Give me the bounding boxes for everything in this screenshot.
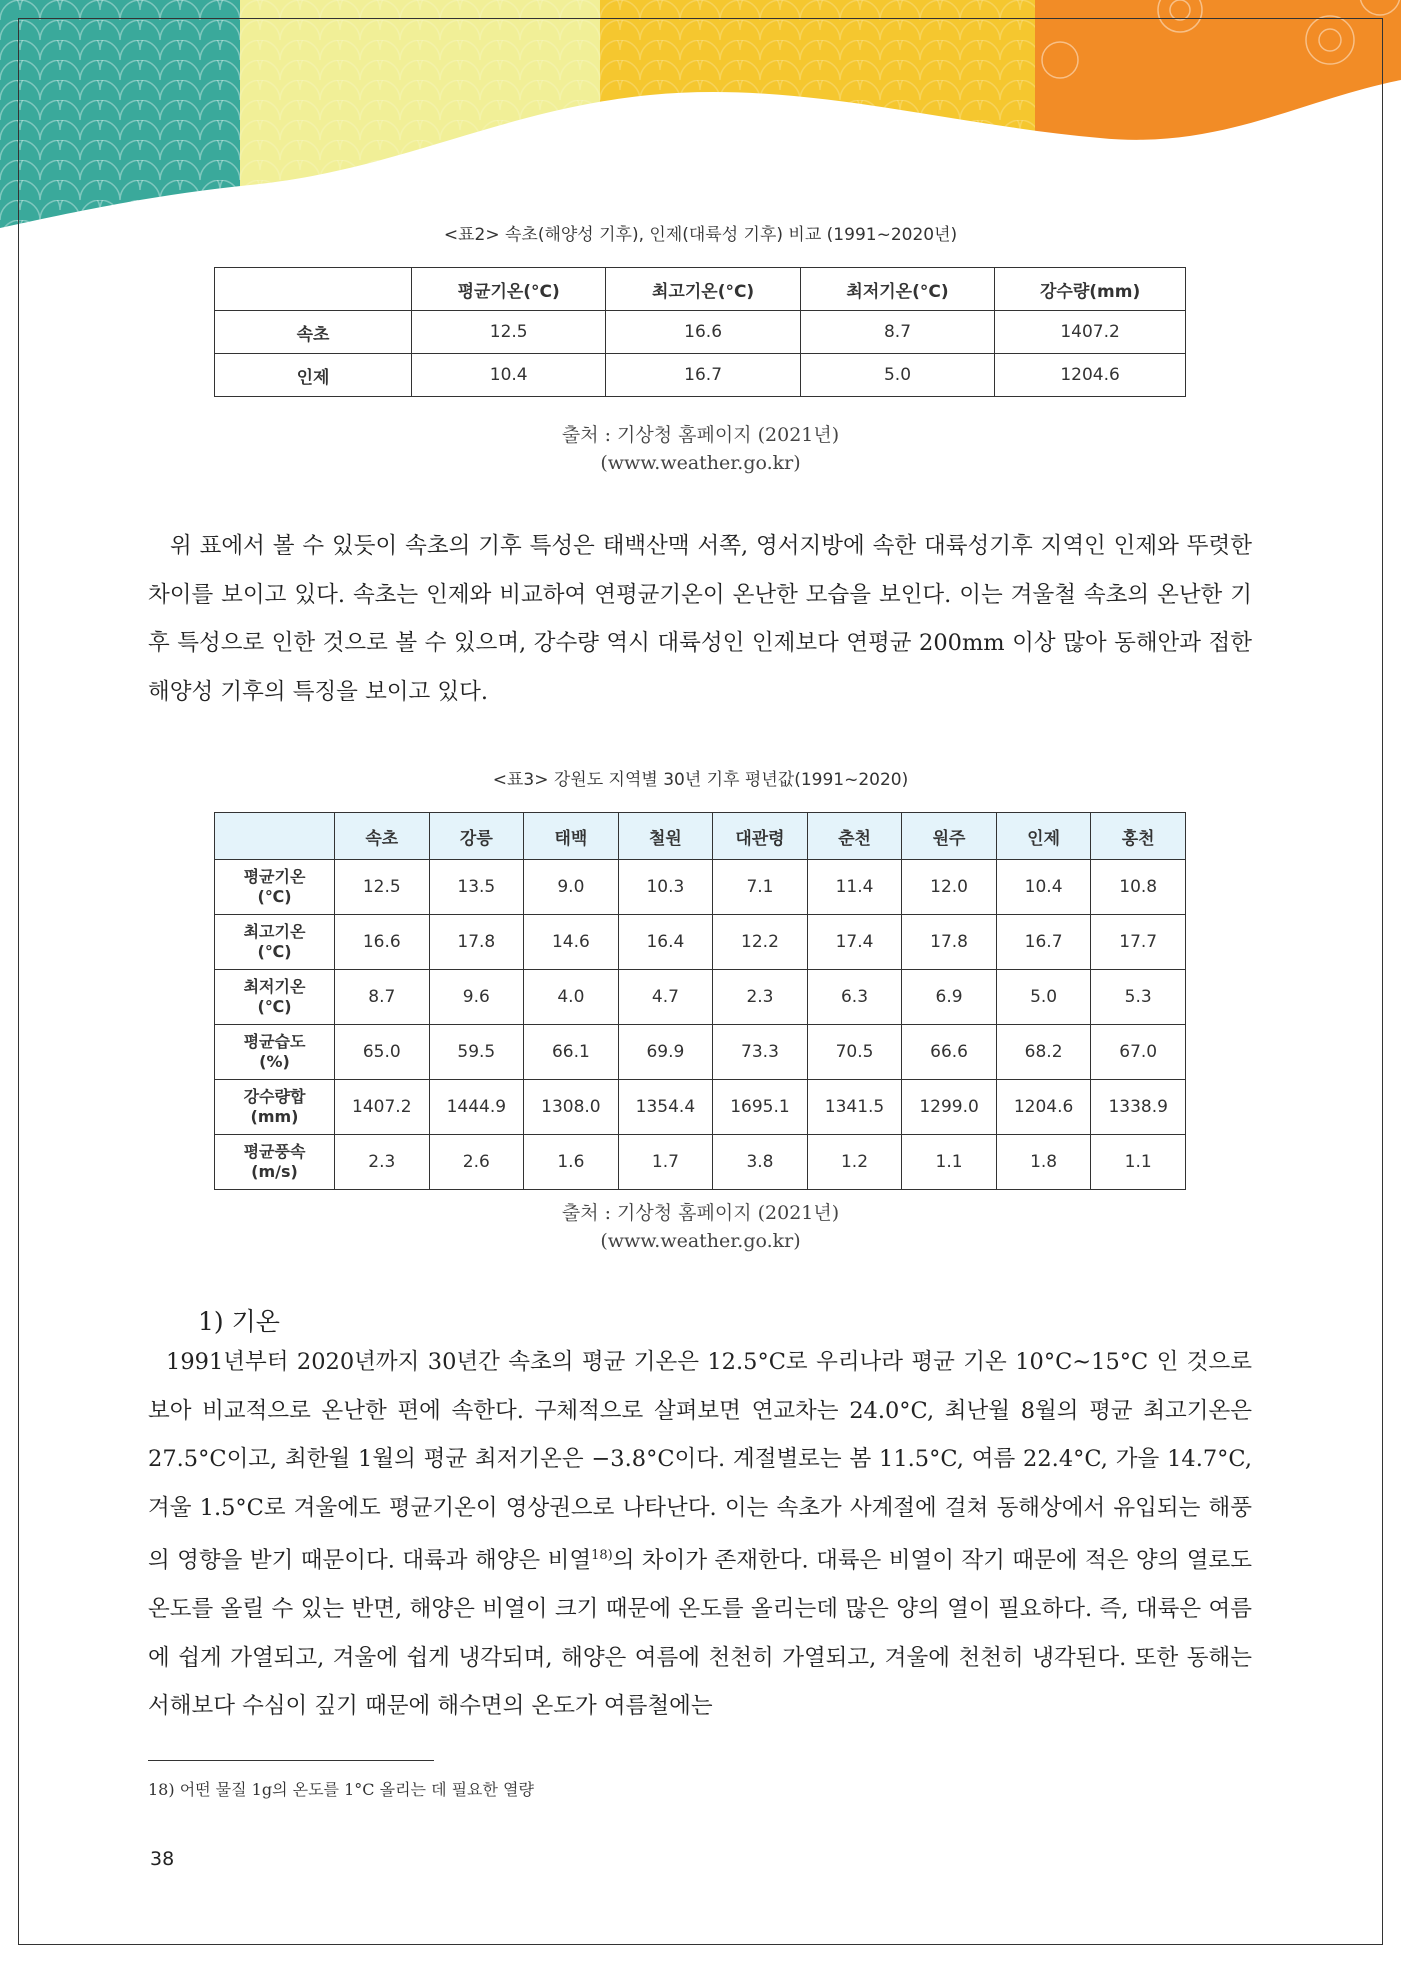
table-cell: 10.4 — [996, 860, 1091, 915]
body-paragraph-1: 위 표에서 볼 수 있듯이 속초의 기후 특성은 태백산맥 서쪽, 영서지방에 속한 대륙성기후 지역인 인제와 뚜렷한 차이를 보이고 있다. 속초는 인제와 비교하여 연평균기온이 온난한 모습을 보인다. 이는 겨울철 속초의 온난한 기후 특성으로 인한 것으로 볼 수 있으며, 강수량 역시 대륙성인 인제보다 연평균 200mm 이상 많아 동해안과 접한 해양성 기후의 특징을 보이고 있다. — [148, 533, 1252, 705]
row-label — [215, 1025, 335, 1080]
table-cell: 17.8 — [902, 915, 997, 970]
table-cell: 4.7 — [618, 970, 713, 1025]
table-row — [215, 860, 1186, 915]
table-cell: 66.1 — [524, 1025, 619, 1080]
table-cell: 9.0 — [524, 860, 619, 915]
table-cell: 11.4 — [807, 860, 902, 915]
row-label-name: 평균기온 — [243, 867, 306, 886]
table-cell: 17.7 — [1091, 915, 1186, 970]
table-row — [215, 1135, 1186, 1190]
source-line: 출처 : 기상청 홈페이지 (2021년) — [561, 1202, 840, 1224]
table-cell: 1204.6 — [996, 1080, 1091, 1135]
table-cell: 1354.4 — [618, 1080, 713, 1135]
header-cell: 최고기온(°C) — [606, 268, 800, 311]
table-cell: 16.6 — [335, 915, 430, 970]
header-cell: 태백 — [524, 813, 619, 860]
table-cell: 12.0 — [902, 860, 997, 915]
row-label-name: 평균풍속 — [243, 1142, 306, 1161]
regional-climate-table — [214, 812, 1186, 1190]
climate-comparison-table — [214, 267, 1186, 397]
table2-caption: <표3> 강원도 지역별 30년 기후 평년값(1991~2020) — [492, 770, 909, 790]
table-cell: 1204.6 — [995, 354, 1186, 397]
table-cell: 13.5 — [429, 860, 524, 915]
table-cell: 1407.2 — [995, 311, 1186, 354]
table-row — [215, 1080, 1186, 1135]
paragraph-text: 의 차이가 존재한다. 대륙은 비열이 작기 때문에 적은 양의 열로도 온도를 올릴 수 있는 반면, 해양은 비열이 크기 때문에 온도를 올리는데 많은 양의 열이 필요하다. 즉, 대륙은 여름에 쉽게 가열되고, 겨울에 쉽게 냉각되며, 해양은 여름에 천천히 가열되고, 겨울에 천천히 냉각된다. 또한 동해는 서해보다 수심이 깊기 때문에 해수면의 온도가 여름철에는 — [148, 1547, 1252, 1719]
row-label-name: 평균습도 — [243, 1032, 306, 1051]
row-label-name: 최저기온 — [243, 977, 306, 996]
header-cell — [215, 813, 335, 860]
table-cell: 1.1 — [902, 1135, 997, 1190]
header-cell: 홍천 — [1091, 813, 1186, 860]
row-label — [215, 1135, 335, 1190]
table-cell: 70.5 — [807, 1025, 902, 1080]
table-cell: 10.8 — [1091, 860, 1186, 915]
row-label-name: 최고기온 — [243, 922, 306, 941]
table-cell: 17.4 — [807, 915, 902, 970]
table-cell: 1.2 — [807, 1135, 902, 1190]
table-cell: 4.0 — [524, 970, 619, 1025]
table-cell: 10.3 — [618, 860, 713, 915]
source-line: 출처 : 기상청 홈페이지 (2021년) — [561, 424, 840, 446]
table-cell: 16.7 — [606, 354, 800, 397]
table-cell: 66.6 — [902, 1025, 997, 1080]
row-label — [215, 1080, 335, 1135]
row-label-unit: (%) — [259, 1052, 290, 1071]
table-cell: 2.6 — [429, 1135, 524, 1190]
header-cell: 대관령 — [713, 813, 808, 860]
table-cell: 1444.9 — [429, 1080, 524, 1135]
table-cell: 7.1 — [713, 860, 808, 915]
table-cell: 1308.0 — [524, 1080, 619, 1135]
table-cell: 12.5 — [335, 860, 430, 915]
table-row — [215, 970, 1186, 1025]
table-cell: 69.9 — [618, 1025, 713, 1080]
table-cell: 5.0 — [800, 354, 994, 397]
table1-caption: <표2> 속초(해양성 기후), 인제(대륙성 기후) 비교 (1991~2020년) — [443, 225, 958, 245]
table-cell: 10.4 — [412, 354, 606, 397]
section-heading: 1) 기온 — [198, 1307, 280, 1336]
row-label-unit: (℃) — [257, 997, 292, 1016]
table-cell: 6.9 — [902, 970, 997, 1025]
table-cell: 2.3 — [713, 970, 808, 1025]
table-cell: 5.0 — [996, 970, 1091, 1025]
row-label-unit: (℃) — [257, 942, 292, 961]
table-cell: 1.6 — [524, 1135, 619, 1190]
row-label — [215, 970, 335, 1025]
table-cell: 14.6 — [524, 915, 619, 970]
table-cell: 12.5 — [412, 311, 606, 354]
header-cell: 인제 — [996, 813, 1091, 860]
table-cell: 59.5 — [429, 1025, 524, 1080]
table-header-row — [215, 268, 1186, 311]
table2-source — [0, 1199, 1401, 1255]
table-cell: 1338.9 — [1091, 1080, 1186, 1135]
row-label-unit: (mm) — [250, 1107, 299, 1126]
header-cell: 평균기온(°C) — [412, 268, 606, 311]
table-cell: 2.3 — [335, 1135, 430, 1190]
row-label — [215, 915, 335, 970]
header-cell: 속초 — [335, 813, 430, 860]
table-cell: 6.3 — [807, 970, 902, 1025]
body-paragraph-2 — [148, 1338, 1252, 1731]
table-cell: 16.7 — [996, 915, 1091, 970]
header-cell: 철원 — [618, 813, 713, 860]
header-cell: 춘천 — [807, 813, 902, 860]
footnote-divider — [148, 1760, 434, 1761]
footnote: 18) 어떤 물질 1g의 온도를 1°C 올리는 데 필요한 열량 — [148, 1780, 534, 1799]
table-cell: 1299.0 — [902, 1080, 997, 1135]
header-cell — [215, 268, 412, 311]
table-cell: 16.4 — [618, 915, 713, 970]
page-number: 38 — [150, 1848, 175, 1870]
row-label-name: 강수량합 — [243, 1087, 306, 1106]
table-cell: 8.7 — [335, 970, 430, 1025]
table-cell: 1407.2 — [335, 1080, 430, 1135]
header-cell: 원주 — [902, 813, 997, 860]
table-cell: 17.8 — [429, 915, 524, 970]
table1-source — [0, 421, 1401, 477]
table-cell: 3.8 — [713, 1135, 808, 1190]
table-row — [215, 1025, 1186, 1080]
table-cell: 65.0 — [335, 1025, 430, 1080]
table-row — [215, 354, 1186, 397]
table-cell: 73.3 — [713, 1025, 808, 1080]
row-label-unit: (℃) — [257, 887, 292, 906]
table-cell: 12.2 — [713, 915, 808, 970]
table-cell: 68.2 — [996, 1025, 1091, 1080]
header-cell: 최저기온(°C) — [800, 268, 994, 311]
table-header-row — [215, 813, 1186, 860]
table-cell: 8.7 — [800, 311, 994, 354]
row-label: 속초 — [215, 311, 412, 354]
source-url: (www.weather.go.kr) — [600, 452, 801, 474]
table-cell: 1341.5 — [807, 1080, 902, 1135]
table-cell: 67.0 — [1091, 1025, 1186, 1080]
source-url: (www.weather.go.kr) — [600, 1230, 801, 1252]
table-cell: 1.1 — [1091, 1135, 1186, 1190]
header-cell: 강릉 — [429, 813, 524, 860]
header-cell: 강수량(mm) — [995, 268, 1186, 311]
footnote-reference: 18) — [591, 1548, 613, 1563]
table-cell: 16.6 — [606, 311, 800, 354]
row-label — [215, 860, 335, 915]
table-cell: 9.6 — [429, 970, 524, 1025]
table-row — [215, 311, 1186, 354]
table-cell: 1.8 — [996, 1135, 1091, 1190]
paragraph-text: 1991년부터 2020년까지 30년간 속초의 평균 기온은 12.5°C로 우리나라 평균 기온 10°C~15°C 인 것으로 보아 비교적으로 온난한 편에 속한다. 구체적으로 살펴보면 연교차는 24.0°C, 최난월 8월의 평균 최고기온은 27.5°C이고, 최한월 1월의 평균 최저기온은 −3.8°C이다. 계절별로는 봄 11.5°C, 여름 22.4°C, 가을 14.7°C, 겨울 1.5°C로 겨울에도 평균기온이 영상권으로 나타난다. 이는 속초가 사계절에 걸쳐 동해상에서 유입되는 해풍의 영향을 받기 때문이다. 대륙과 해양은 비열 — [148, 1349, 1252, 1574]
table-row — [215, 915, 1186, 970]
table-cell: 1.7 — [618, 1135, 713, 1190]
row-label-unit: (m/s) — [251, 1162, 298, 1181]
row-label: 인제 — [215, 354, 412, 397]
table-cell: 1695.1 — [713, 1080, 808, 1135]
table-cell: 5.3 — [1091, 970, 1186, 1025]
